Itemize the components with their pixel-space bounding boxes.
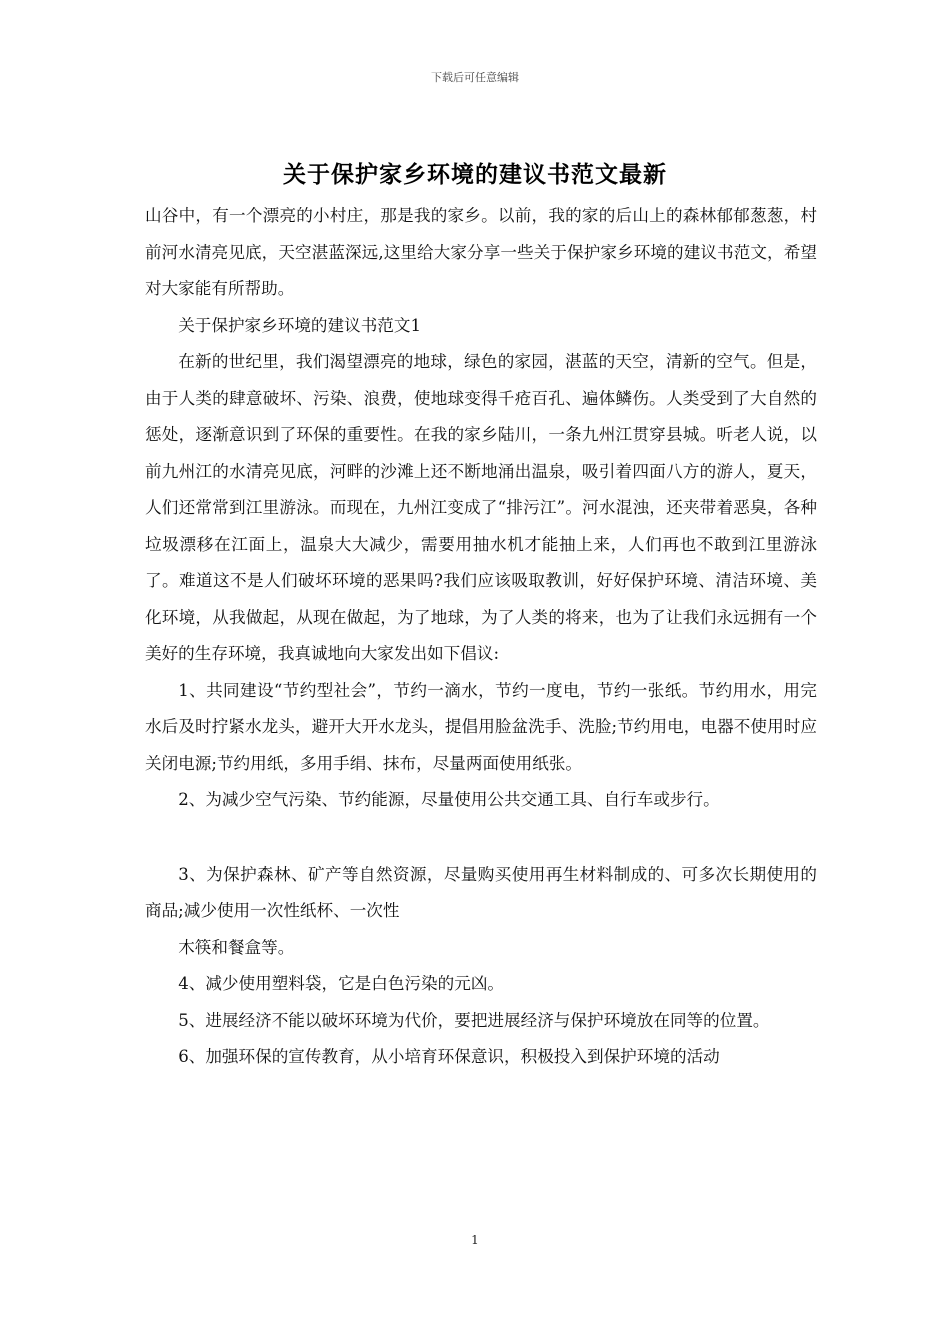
intro-paragraph: 山谷中，有一个漂亮的小村庄，那是我的家乡。以前，我的家的后山上的森林郁郁葱葱，村前河水清亮见底，天空湛蓝深远,这里给大家分享一些关于保护家乡环境的建议书范文，希望对大家能有所帮助。 [145,206,817,298]
blank-line [145,819,817,857]
document-title: 关于保护家乡环境的建议书范文最新 [283,161,667,188]
list-item-6: 6、加强环保的宣传教育，从小培育环保意识，积极投入到保护环境的活动 [178,1047,720,1066]
section-heading: 关于保护家乡环境的建议书范文1 [178,315,422,335]
list-item-1: 1、共同建设“节约型社会”，节约一滴水，节约一度电，节约一张纸。节约用水，用完水后及时拧紧水龙头，避开大开水龙头，提倡用脸盆洗手、洗脸;节约用电，电器不使用时应关闭电源;节约用纸，多用手绢、抹布，尽量两面使用纸张。 [145,680,817,773]
page-number: 1 [471,1233,479,1247]
list-item-5: 5、进展经济不能以破坏环境为代价，要把进展经济与保护环境放在同等的位置。 [178,1010,770,1030]
paragraph-1: 在新的世纪里，我们渴望漂亮的地球，绿色的家园，湛蓝的天空，清新的空气。但是，由于人类的肆意破坏、污染、浪费，使地球变得千疮百孔、遍体鳞伤。人类受到了大自然的惩处，逐渐意识到了环保的重要性。在我的家乡陆川，一条九州江贯穿县城。听老人说，以前九州江的水清亮见底，河畔的沙滩上还不断地涌出温泉，吸引着四面八方的游人，夏天，人们还常常到江里游泳。而现在，九州江变成了“排污江”。河水混浊，还夹带着恶臭，各种垃圾漂移在江面上，温泉大大减少，需要用抽水机才能抽上来，人们再也不敢到江里游泳了。难道这不是人们破坏环境的恶果吗?我们应该吸取教训，好好保护环境、清洁环境、美化环境，从我做起，从现在做起，为了地球，为了人类的将来，也为了让我们永远拥有一个美好的生存环境，我真诚地向大家发出如下倡议: [145,352,817,663]
list-item-2: 2、为减少空气污染、节约能源，尽量使用公共交通工具、自行车或步行。 [178,790,720,809]
document-body [145,198,817,1076]
page-header: 下载后可任意编辑 [431,71,519,84]
list-item-4: 4、减少使用塑料袋，它是白色污染的元凶。 [178,974,505,993]
list-item-3-continuation: 木筷和餐盒等。 [178,937,295,957]
list-item-3: 3、为保护森林、矿产等自然资源，尽量购买使用再生材料制成的、可多次长期使用的商品;减少使用一次性纸杯、一次性 [145,864,817,920]
